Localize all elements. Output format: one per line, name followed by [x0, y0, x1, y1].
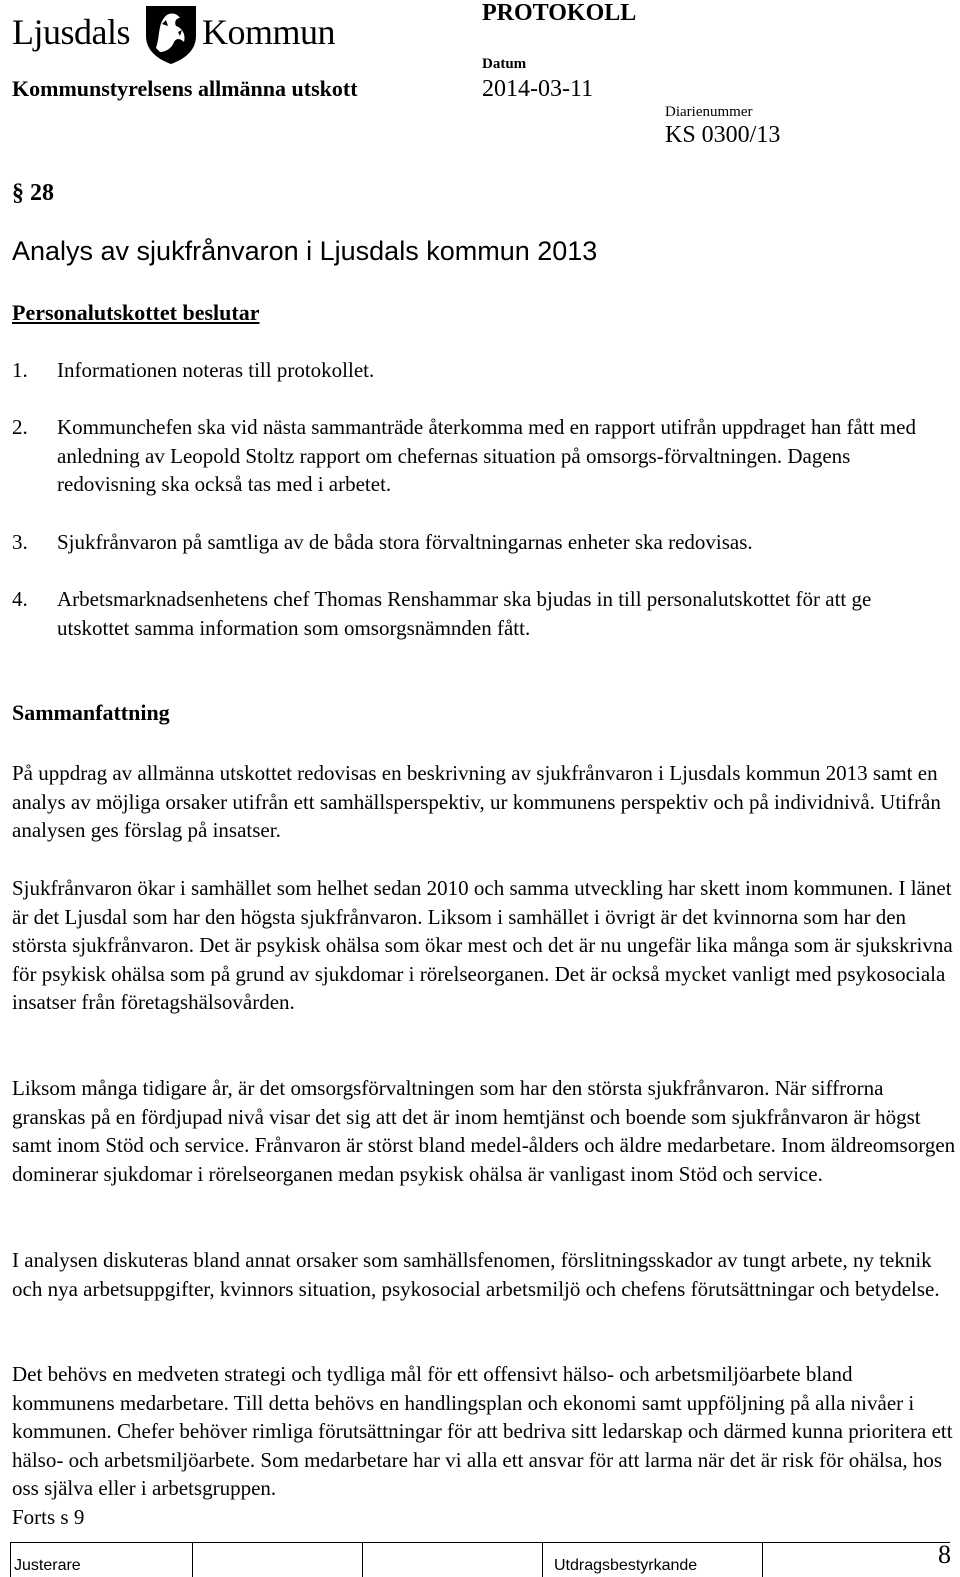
- logo-text-left: Ljusdals: [12, 12, 130, 52]
- continued-note: Forts s 9: [12, 1505, 85, 1529]
- page-title: Analys av sjukfrånvaron i Ljusdals kommun 2013: [12, 236, 598, 266]
- footer-divider: [762, 1543, 763, 1577]
- page-number: 8: [938, 1540, 951, 1569]
- registration-number-value: KS 0300/13: [665, 122, 781, 148]
- footer-divider: [362, 1543, 363, 1577]
- decision-text: Arbetsmarknadsenhetens chef Thomas Renshammar ska bjudas in till personalutskottet för att ge utskottet samma information som omsorgsnämnden fått.: [57, 587, 872, 640]
- logo-text-right: Kommun: [202, 12, 336, 52]
- decision-item: [12, 528, 947, 557]
- justerare-label: Justerare: [14, 1557, 81, 1574]
- date-label: Datum: [482, 56, 527, 72]
- coat-of-arms-icon: [142, 2, 200, 66]
- summary-paragraph: Det behövs en medveten strategi och tydliga mål för ett offensivt hälso- och arbetsmiljöarbete bland kommunens medarbetare. Till detta behövs en handlingsplan och ekonomi samt uppföljning på alla nivåer i kommunen. Chefer behöver rimliga förutsättningar för att bedriva sitt ledarskap och därmed kunna prioritera ett hälso- och arbetsmiljöarbete. Som medarbetare har vi alla ett ansvar för att larma när det är risk för ohälsa, hos oss själva eller i arbetsgruppen.: [12, 1362, 953, 1500]
- decision-text: Informationen noteras till protokollet.: [57, 358, 375, 382]
- committee-name: Kommunstyrelsens allmänna utskott: [12, 76, 358, 101]
- decision-item: [12, 356, 947, 385]
- decision-text: Kommunchefen ska vid nästa sammanträde återkomma med en rapport utifrån uppdraget han fått med anledning av Leopold Stoltz rapport om chefernas situation på omsorgs-förvaltningen. Dagens redovisning ska också tas med i arbetet.: [57, 415, 916, 496]
- footer-divider: [192, 1543, 193, 1577]
- signature-footer: [10, 1542, 950, 1577]
- decision-text: Sjukfrånvaron på samtliga av de båda stora förvaltningarnas enheter ska redovisas.: [57, 530, 753, 554]
- decision-number: 4.: [12, 587, 28, 611]
- summary-paragraph: Liksom många tidigare år, är det omsorgsförvaltningen som har den största sjukfrånvaron. När siffrorna granskas på en fördjupad nivå visar det sig att det är inom hemtjänst och boende som sjukfrånvaron är högst samt inom Stöd och service. Frånvaron är störst bland medel-ålders och äldre medarbetare. Inom äldreomsorgen dominerar sjukdomar i rörelseorganen medan psykisk ohälsa är vanligast inom Stöd och service.: [12, 1076, 956, 1186]
- municipality-logo: [12, 2, 342, 68]
- document-type: PROTOKOLL: [482, 0, 637, 26]
- registration-number-label: Diarienummer: [665, 104, 753, 120]
- summary-paragraph: I analysen diskuteras bland annat orsaker som samhällsfenomen, förslitningsskador av tungt arbete, ny teknik och nya arbetsuppgifter, kvinnors situation, psykosocial arbetsmiljö och chefens förutsättningar och betydelse.: [12, 1248, 940, 1301]
- date-value: 2014-03-11: [482, 76, 594, 102]
- decision-heading: Personalutskottet beslutar: [12, 300, 260, 325]
- decision-number: 3.: [12, 530, 28, 554]
- utdragsbestyrkande-label: Utdragsbestyrkande: [554, 1557, 698, 1574]
- summary-heading: Sammanfattning: [12, 700, 170, 725]
- footer-divider: [542, 1543, 543, 1577]
- decision-item: [12, 585, 947, 642]
- decision-number: 1.: [12, 358, 28, 382]
- footer-divider: [10, 1543, 11, 1577]
- summary-paragraph: På uppdrag av allmänna utskottet redovisas en beskrivning av sjukfrånvaron i Ljusdals kommun 2013 samt en analys av möjliga orsaker utifrån ett samhällsperspektiv, ur kommunens perspektiv och på individnivå. Utifrån analysen ges förslag på insatser.: [12, 761, 941, 842]
- decision-number: 2.: [12, 415, 28, 439]
- summary-paragraph: Sjukfrånvaron ökar i samhället som helhet sedan 2010 och samma utveckling har skett inom kommunen. I länet är det Ljusdal som har den högsta sjukfrånvaron. Liksom i samhället i övrigt är det kvinnorna som har den största sjukfrånvaron. Det är psykisk ohälsa som ökar mest och det är nu ungefär lika många som är sjukskrivna för psykisk ohälsa som på grund av sjukdomar i rörelseorganen. Det är också mycket vanligt med psykosociala insatser från företagshälsovården.: [12, 876, 953, 1014]
- section-number: § 28: [12, 180, 54, 206]
- decision-item: [12, 413, 947, 499]
